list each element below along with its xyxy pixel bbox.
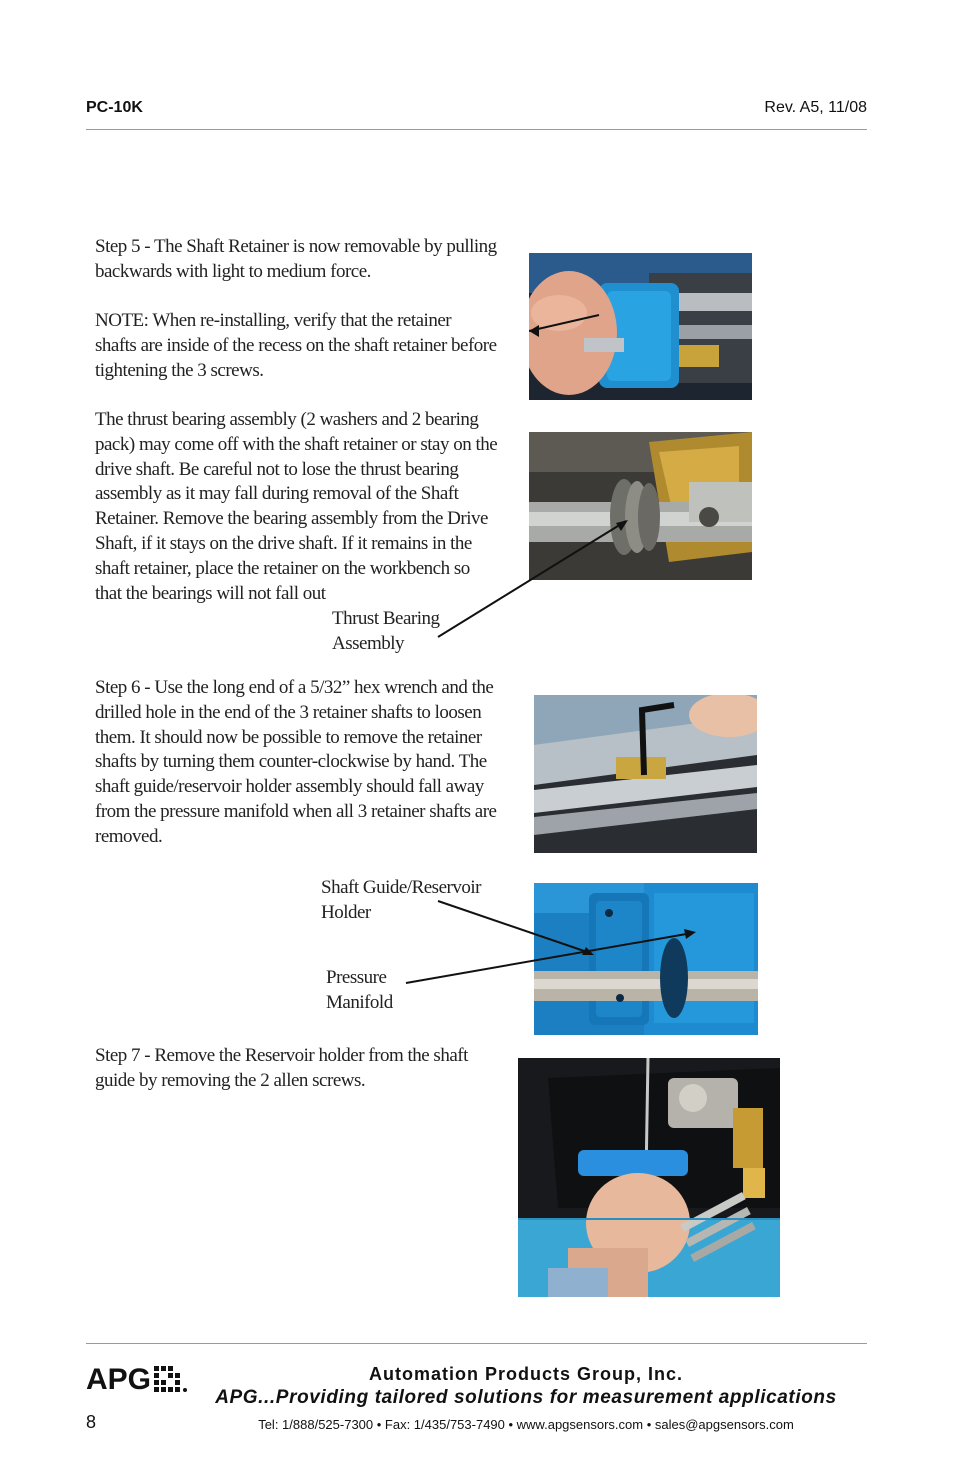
page-number: 8 — [86, 1412, 97, 1432]
step-7-text — [95, 1044, 515, 1094]
step-7-paragraph: Step 7 - Remove the Reservoir holder from the shaft guide by removing the 2 allen screws. — [95, 1045, 468, 1091]
manifold-arrow — [406, 933, 692, 983]
thrust-bearing-label: Thrust Bearing Assembly — [332, 608, 440, 654]
header-divider — [86, 129, 867, 130]
note-paragraph: NOTE: When re-installing, verify that the retainer shafts are inside of the recess on the shaft retainer before tightening the 3 screws. — [95, 310, 497, 381]
manifold-arrow-head — [684, 929, 696, 939]
revision-label: Rev. A5, 11/08 — [764, 99, 867, 116]
company-name: Automation Products Group, Inc. — [369, 1364, 683, 1384]
document-id: PC-10K — [86, 99, 143, 116]
apg-logo-text: APG — [86, 1363, 152, 1396]
company-tagline: APG...Providing tailored solutions for measurement applications — [215, 1387, 837, 1408]
thrust-bearing-paragraph: The thrust bearing assembly (2 washers and 2 bearing pack) may come off with the shaft retainer or stay on the drive shaft. Be careful not to lose the thrust bearing assembly as it may fall during removal of the Shaft Retainer. Remove the bearing assembly from the Drive Shaft, if it stays on the drive shaft. If it remains in the shaft retainer, place the retainer on the workbench so that the bearings will not fall out — [95, 409, 498, 604]
contact-line: Tel: 1/888/525-7300 • Fax: 1/435/753-7490 • www.apgsensors.com • sales@apgsensors.com — [258, 1417, 794, 1432]
holder-manifold-arrows — [400, 895, 700, 995]
apg-logo-grid-icon — [154, 1366, 188, 1392]
step-5-text — [95, 235, 515, 285]
step-6-paragraph: Step 6 - Use the long end of a 5/32” hex wrench and the drilled hole in the end of the 3 retainer shafts to loosen them. It should now be possible to remove the retainer shafts by turning them counter-clockwise by hand. The shaft guide/reservoir holder assembly should fall away from the pressure manifold when all 3 retainer shafts are removed. — [95, 677, 497, 847]
note-text — [95, 309, 515, 383]
shaft-retainer-photo — [529, 253, 752, 400]
reservoir-holder-photo — [518, 1058, 780, 1297]
holder-arrow — [438, 901, 590, 953]
hex-wrench-photo — [534, 695, 757, 853]
shaft-guide-holder-label: Shaft Guide/Reservoir Holder — [321, 877, 481, 923]
apg-logo — [86, 1363, 196, 1397]
footer-divider — [86, 1343, 867, 1344]
pressure-manifold-label: Pressure Manifold — [326, 967, 393, 1013]
step-5-paragraph: Step 5 - The Shaft Retainer is now removable by pulling backwards with light to medium force. — [95, 236, 497, 282]
step-6-text — [95, 676, 515, 850]
thrust-bearing-arrow — [430, 515, 630, 645]
